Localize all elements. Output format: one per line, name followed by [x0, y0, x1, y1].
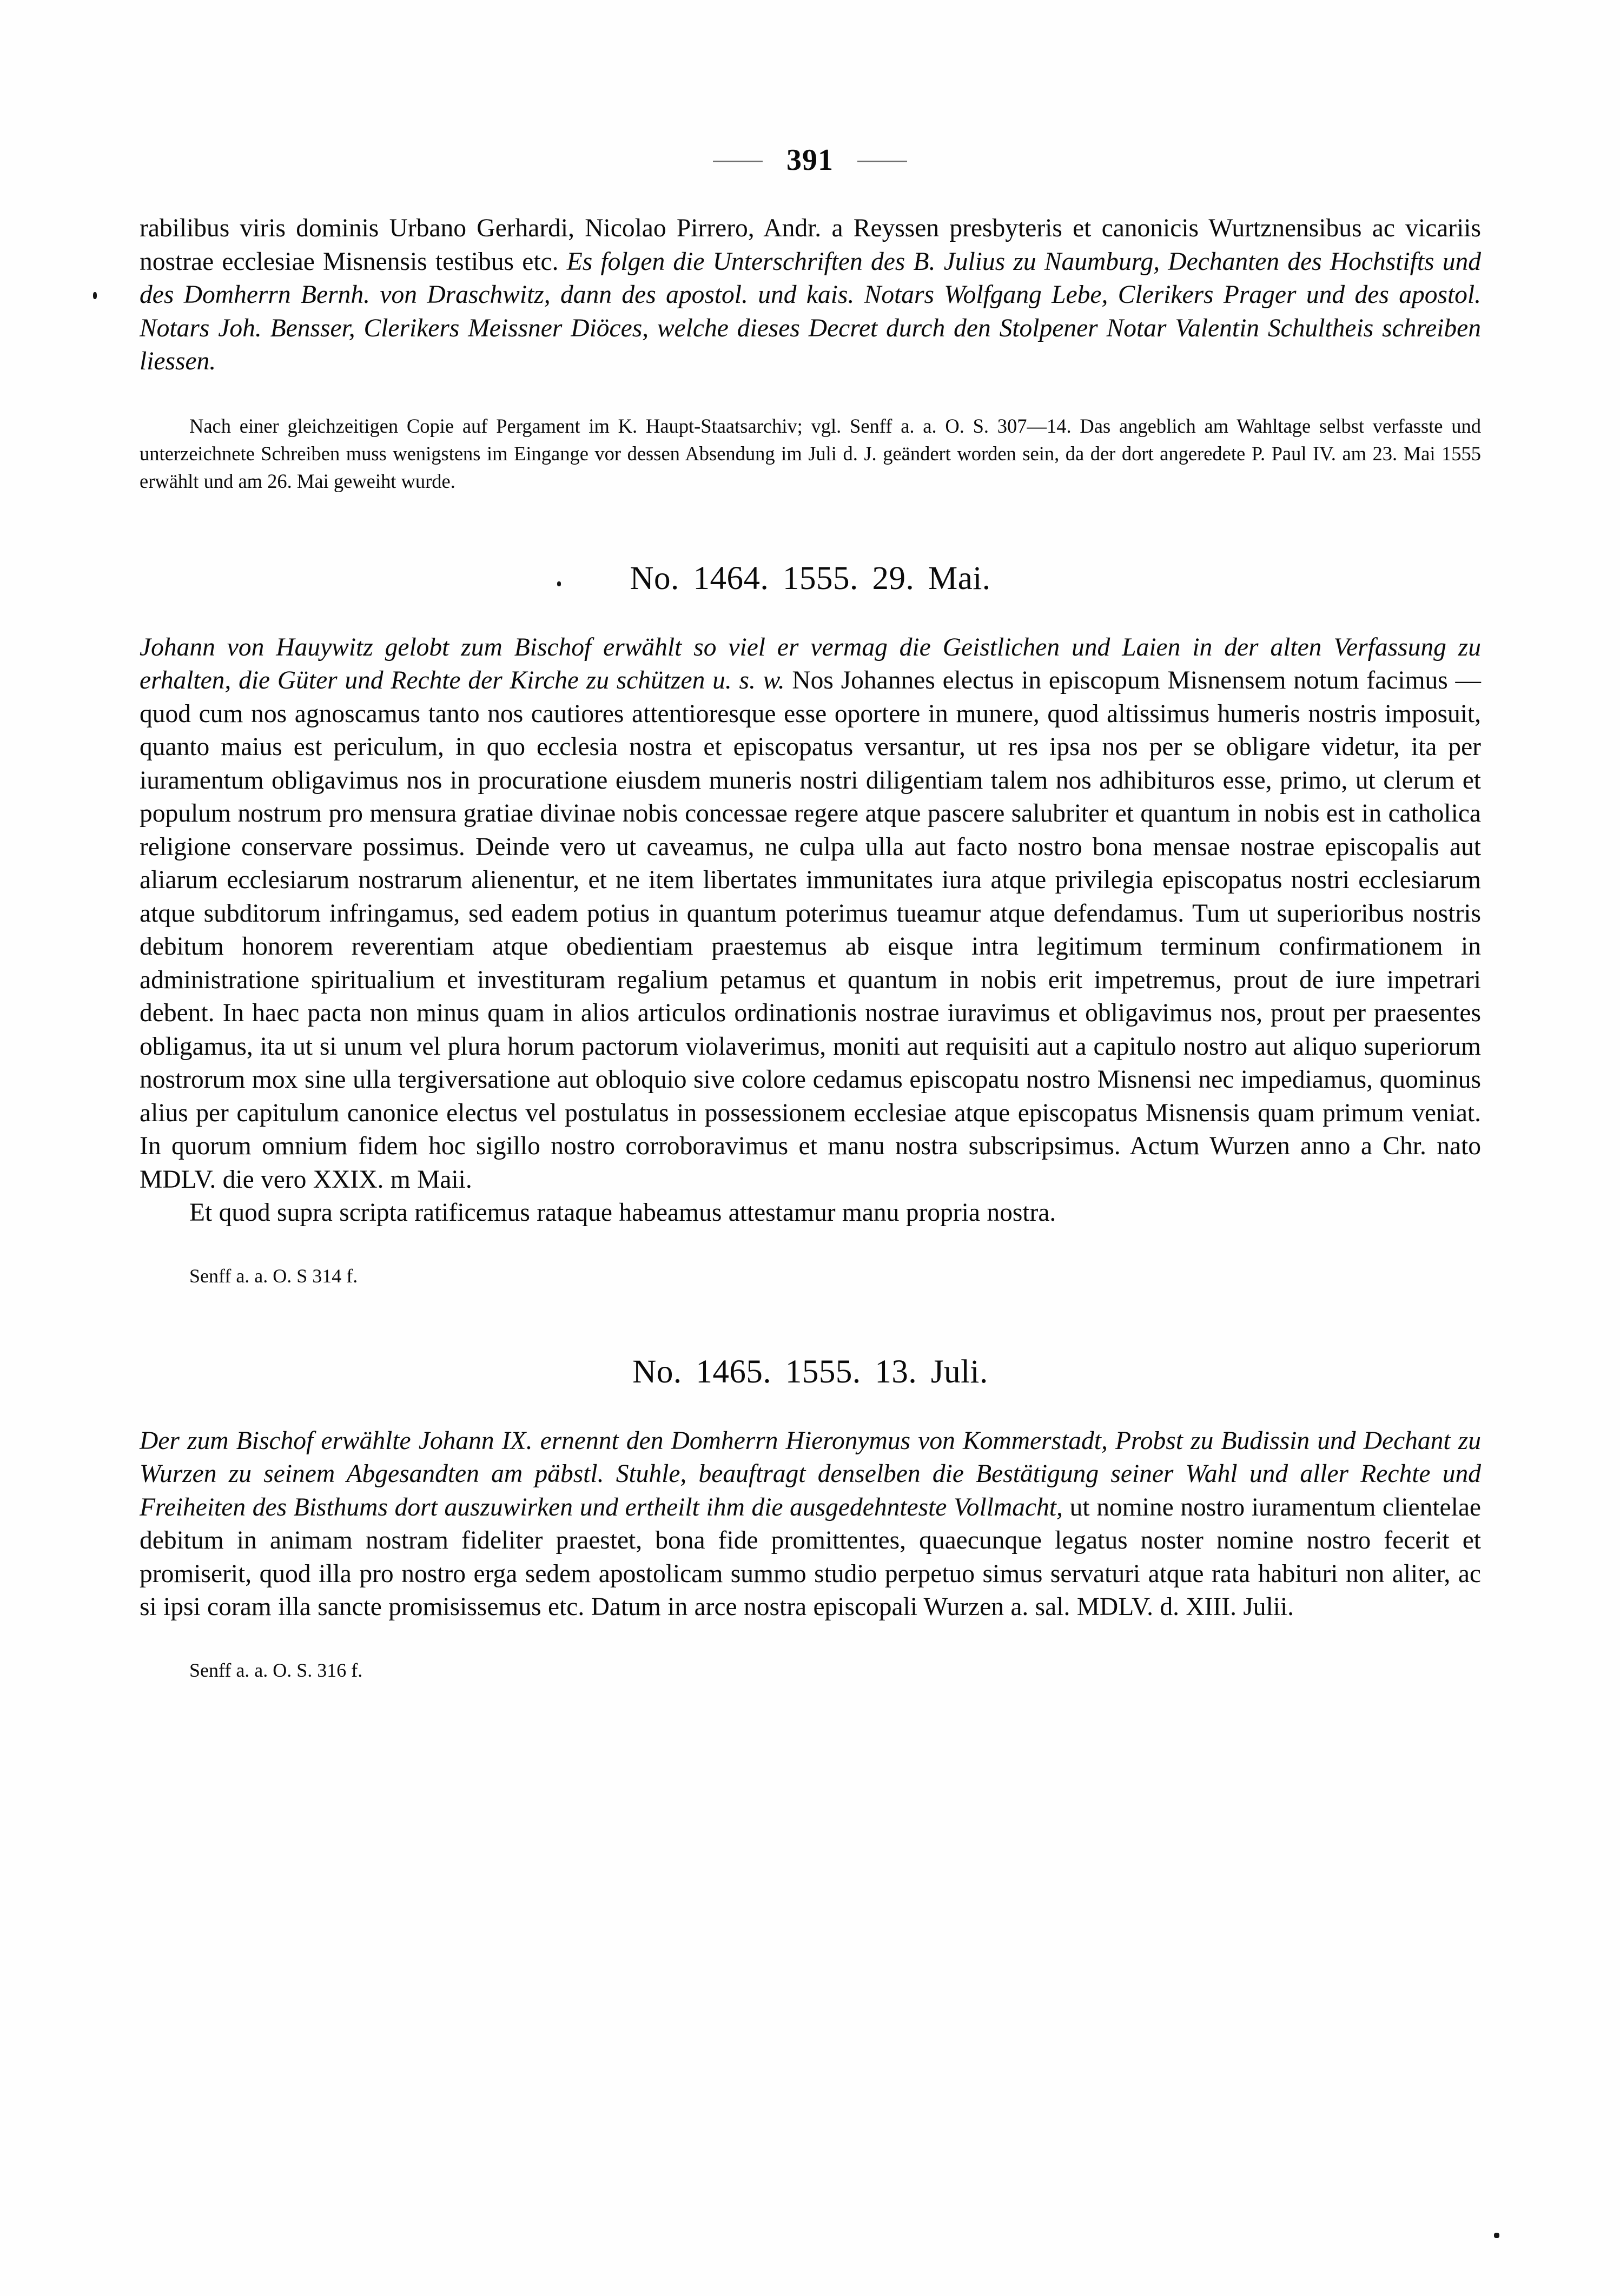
spacer: [140, 1288, 1481, 1353]
note-rest-text: Das angeblich am Wahltage selbst verfasste und unterzeichnete Schreiben muss wenigstens im Eingange vor dessen Absendung im Juli d. J. geändert worden sein, da der dort angeredete P. Paul IV. am 23. Mai 1555 erwählt und am 26. Mai geweiht wurde.: [140, 414, 1482, 492]
entry-1465-paragraph: [140, 1425, 1481, 1624]
header-rule-left: [713, 161, 763, 162]
entry-heading-1465: No. 1465. 1555. 13. Juli.: [632, 1353, 988, 1390]
spacer: [140, 598, 1481, 631]
spacer: [140, 1624, 1481, 1658]
note-lead-text: Nach einer gleichzeitigen Copie auf Pergament im K. Haupt-Staatsarchiv; vgl. Senff a. a. O. S. 307—14.: [189, 414, 1072, 437]
spacer: [140, 495, 1481, 560]
header-rule-right: [857, 161, 907, 162]
folio-number: 391: [786, 143, 834, 177]
entry-1464-closing: Et quod supra scripta ratificemus rataque habeamus attestamur manu propria nostra.: [189, 1199, 1056, 1227]
scan-speck-left-margin: [93, 292, 97, 299]
continued-german-regest: Es folgen die Unterschriften des B. Julius zu Naumburg, Dechanten des Hochstifts und des Domherrn Bernh. von Draschwitz, dann des apostol. und kais. Notars Wolfgang Lebe, Clerikers Prager und des apostol. Notars Joh. Bensser, Clerikers Meissner Diöces, welche dieses Decret durch den Stolpener Notar Valentin Schultheis schreiben liessen.: [140, 247, 1482, 375]
entry-1465-source: Senff a. a. O. S. 316 f.: [189, 1659, 363, 1681]
continued-latin-text: rabilibus viris dominis Urbano Gerhardi, Nicolao Pirrero, Andr. a Reyssen presbyteris et canonicis Wurtznensibus ac vicariis nostrae ecclesiae Misnensis testibus etc.: [140, 214, 1481, 276]
entry-1464-runin: Nos: [792, 666, 834, 695]
spacer: [140, 1391, 1481, 1425]
text-column: [140, 212, 1481, 1683]
entry-1465-regest: Der zum Bischof erwählte Johann IX. ernennt den Domherrn Hieronymus von Kommerstadt, Probst zu Budissin und Dechant zu Wurzen zu seinem Abgesandten am päbstl. Stuhle, beauftragt denselben die Bestätigung seiner Wahl und aller Rechte und Freiheiten des Bisthums dort auszuwirken und ertheilt ihm die ausgedehnteste Vollmacht,: [140, 1426, 1481, 1521]
spacer: [140, 379, 1481, 412]
scan-speck-bottom-right: [1494, 2233, 1499, 2238]
entry-heading-1464: No. 1464. 1555. 29. Mai.: [630, 560, 991, 597]
spacer: [140, 1230, 1481, 1263]
entry-1464-source: Senff a. a. O. S 314 f.: [189, 1265, 358, 1287]
entry-1465-body: ut nomine nostro iuramentum clientelae debitum in animam nostram fideliter praestet, bona fide promittentes, quaecunque legatus noster nomine nostro fecerit et promiserit, quod illa pro nostro erga sedem apostolicam summo studio perpetuo simus servaturi atque rata habituri non aliter, ac si ipsi coram illa sancte promisissemus etc. Datum in arce nostra episcopali Wurzen a. sal. MDLV. d. XIII. Julii.: [140, 1493, 1481, 1622]
continued-latin-paragraph: [140, 212, 1481, 379]
page-header: [0, 145, 1620, 175]
entry-1464-body: Johannes electus in episcopum Misnensem notum facimus — quod cum nos agnoscamus tanto nos cautiores attentioresque esse oportere in munere, quod altissimus humeris nostris imposuit, quanto maius est periculum, in quo ecclesia nostra et episcopatus versantur, ut res ipsa nos per se obligare videtur, ita per iuramentum obligavimus nos in procuratione eiusdem muneris nostri diligentiam talem nos adhibituros esse, primo, ut clerum et populum nostrum pro mensura gratiae divinae nobis concessae regere atque pascere salubriter et quantum in nobis est in catholica religione conservare possimus. Deinde vero ut caveamus, ne culpa ulla aut facto nostro bona mensae nostrae episcopalis aut aliarum ecclesiarum nostrarum alienentur, et ne item libertates immunitates iura atque privilegia episcopatus nostri ecclesiarum atque subditorum infringamus, sed eadem potius in quantum poterimus tueamur atque defendamus. Tum ut superioribus nostris debitum honorem reverentiam atque obedientiam praestemus ab eisque intra legitimum terminum confirmationem in administratione spiritualium et investituram regalium petamus et quantum in nobis erit impetremus, prout de iure impetrari debent. In haec pacta non minus quam in alios articulos ordinationis nostrae iuravimus et obligavimus nos, prout per praesentes obligamus, ita ut si unum vel plura horum pactorum violaverimus, moniti aut requisiti aut a capitulo nostro aut aliquo superiorum nostrorum mox sine ulla tergiversatione aut obloquio sive colore cedamus episcopatu nostro Misnensi nec impediamus, quominus alius per capitulum canonice electus vel postulatus in possessionem ecclesiae atque episcopatus Misnensis quam primum veniat. In quorum omnium fidem hoc sigillo nostro corroboravimus et manu nostra subscripsimus. Actum Wurzen anno a Chr. nato MDLV. die vero XXIX. m Maii.: [140, 666, 1482, 1194]
entry-1464-regest: Johann von Hauywitz gelobt zum Bischof erwählt so viel er vermag die Geistlichen und Laien in der alten Verfassung zu erhalten, die Güter und Rechte der Kirche zu schützen u. s. w.: [140, 633, 1481, 695]
entry-1464-paragraph: [140, 631, 1481, 1197]
continued-entry-note: [140, 412, 1481, 495]
